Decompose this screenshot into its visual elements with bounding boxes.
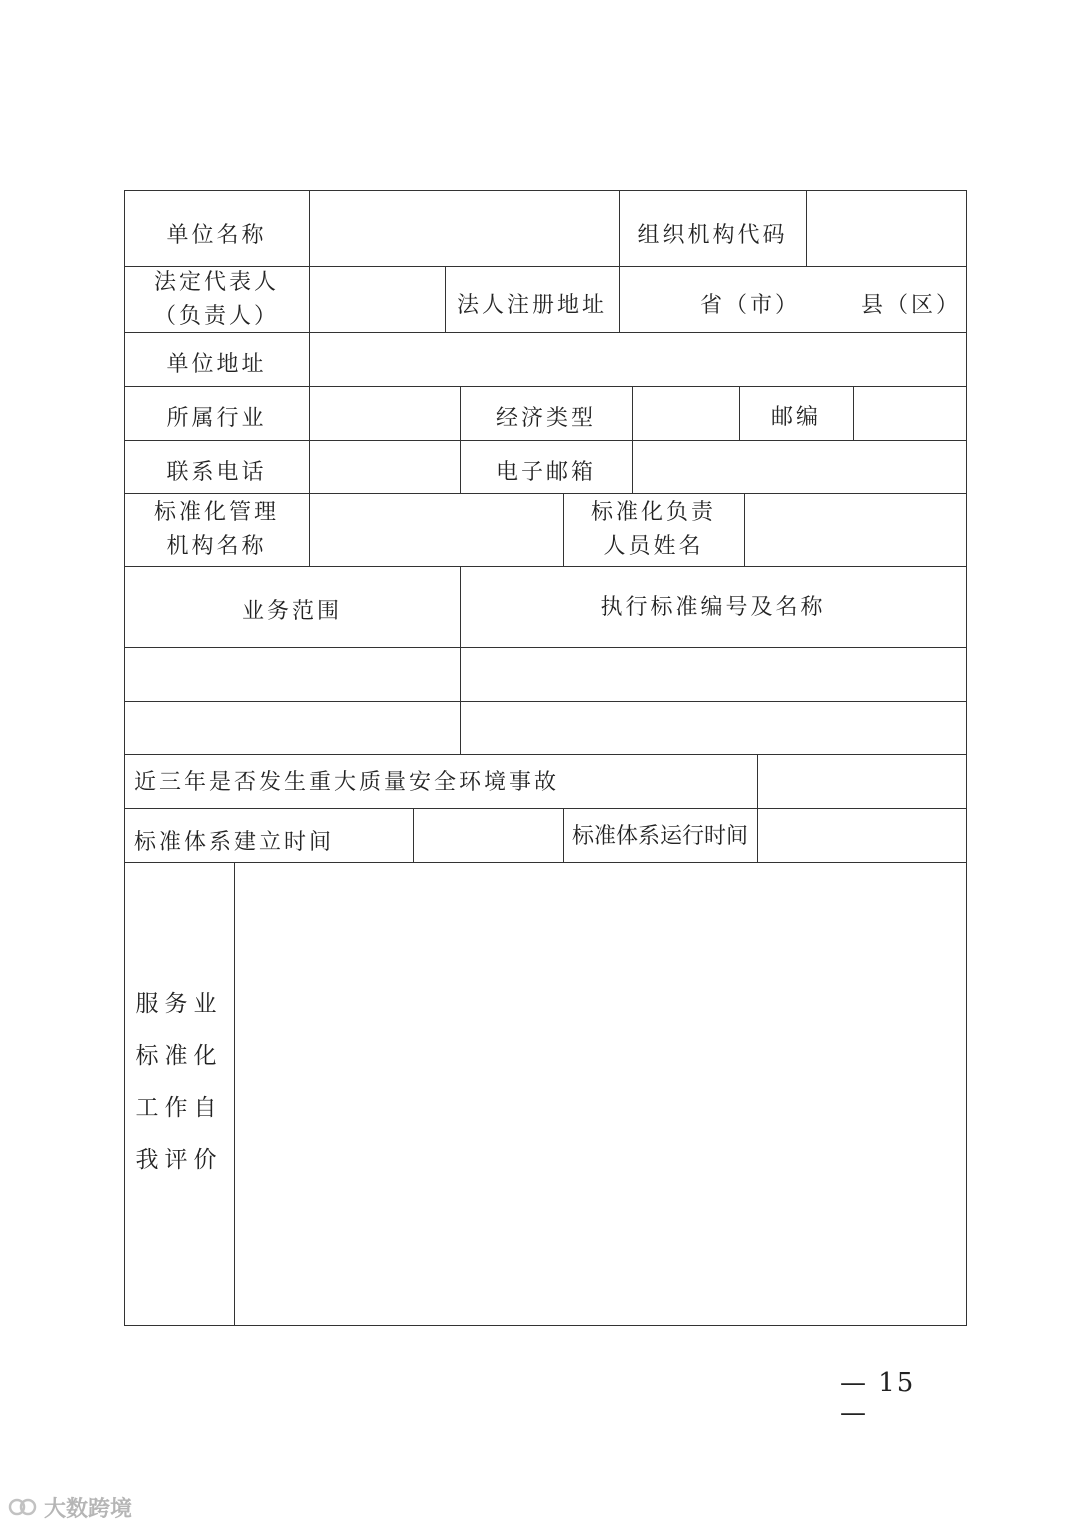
watermark-logo-icon — [8, 1496, 38, 1518]
province-label: 省（市） — [699, 293, 800, 318]
business-scope-header: 业务范围 — [241, 599, 342, 624]
standards-entry[interactable] — [461, 702, 966, 754]
business-scope-entry[interactable] — [125, 648, 460, 701]
org-code-field[interactable] — [807, 191, 966, 266]
accidents-field[interactable] — [758, 755, 966, 808]
standards-header: 执行标准编号及名称 — [600, 595, 826, 620]
email-label: 电子邮箱 — [495, 460, 596, 485]
self-evaluation-field[interactable] — [235, 863, 966, 1325]
economic-type-field[interactable] — [633, 387, 739, 440]
std-person-label: 标准化负责 人员姓名 — [590, 499, 716, 559]
email-field[interactable] — [633, 441, 966, 493]
phone-field[interactable] — [310, 441, 460, 493]
page-number: — 15 — — [840, 1368, 916, 1428]
self-evaluation-label: 服务业 标准化 工作自 我评价 — [135, 991, 223, 1173]
std-mgmt-org-field[interactable] — [310, 494, 563, 566]
economic-type-label: 经济类型 — [495, 406, 596, 431]
postcode-label: 邮编 — [770, 405, 821, 430]
industry-label: 所属行业 — [166, 406, 267, 431]
system-established-field[interactable] — [414, 809, 563, 862]
std-person-field[interactable] — [745, 494, 966, 566]
watermark — [8, 1492, 132, 1522]
postcode-field[interactable] — [854, 387, 966, 440]
std-mgmt-org-label: 标准化管理 机构名称 — [153, 499, 279, 559]
org-code-label: 组织机构代码 — [637, 222, 788, 248]
phone-label: 联系电话 — [166, 460, 267, 485]
watermark-text: 大数跨境 — [44, 1496, 133, 1522]
table-border-right — [966, 190, 967, 1326]
system-established-label: 标准体系建立时间 — [134, 830, 335, 855]
county-label: 县（区） — [860, 293, 961, 318]
industry-field[interactable] — [310, 387, 460, 440]
unit-address-field[interactable] — [310, 333, 966, 386]
legal-rep-label: 法定代表人 （负责人） — [153, 269, 279, 329]
business-scope-entry[interactable] — [125, 702, 460, 754]
unit-address-label: 单位地址 — [166, 352, 267, 377]
reg-address-label: 法人注册地址 — [456, 293, 607, 318]
system-running-label: 标准体系运行时间 — [571, 824, 748, 849]
unit-name-field[interactable] — [310, 191, 619, 266]
legal-rep-field[interactable] — [310, 267, 445, 332]
table-border-bottom — [124, 1325, 967, 1326]
system-running-field[interactable] — [758, 809, 966, 862]
standards-entry[interactable] — [461, 648, 966, 701]
unit-name-label: 单位名称 — [166, 222, 267, 248]
accidents-label: 近三年是否发生重大质量安全环境事故 — [134, 770, 560, 795]
